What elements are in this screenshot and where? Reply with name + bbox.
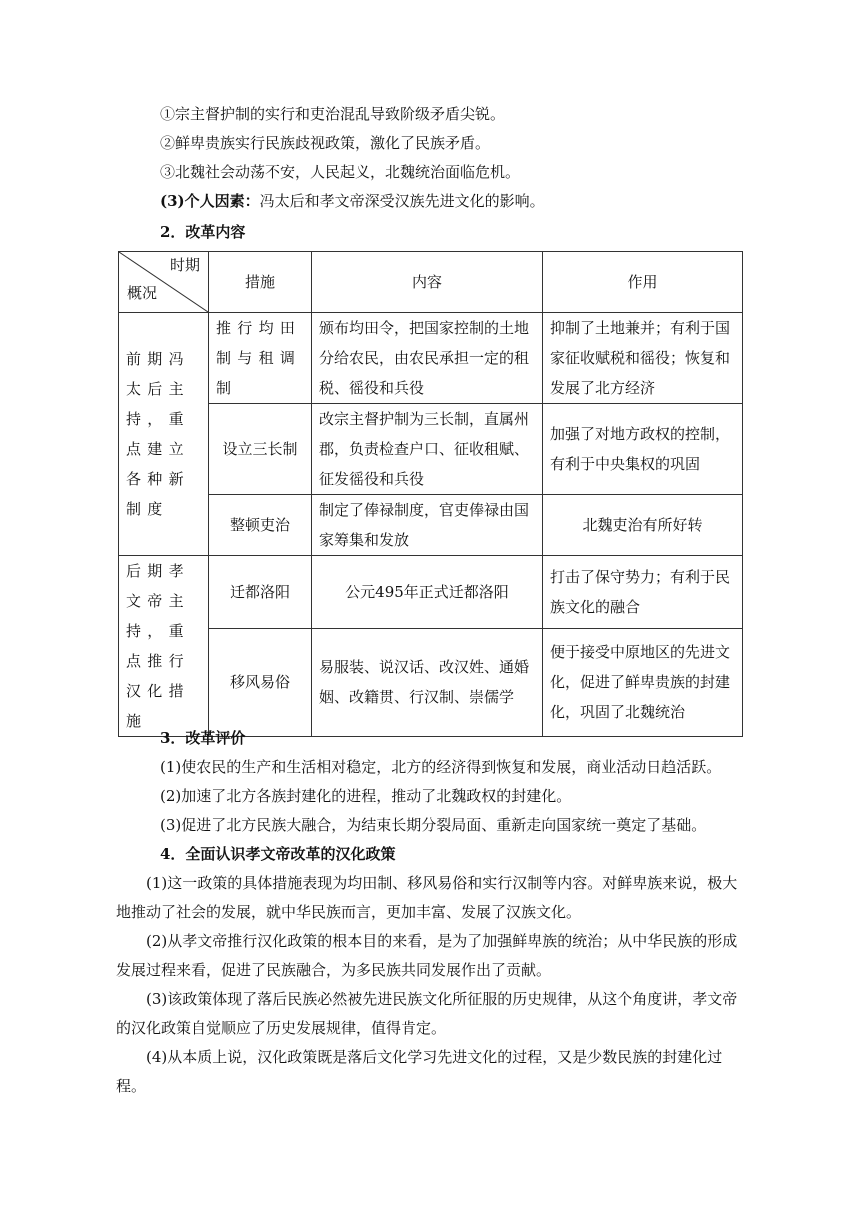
- effect-cell: 便于接受中原地区的先进文化，促进了鲜卑贵族的封建化，巩固了北魏统治: [543, 628, 743, 736]
- content-cell: 制定了俸禄制度，官吏俸禄由国家筹集和发放: [312, 495, 543, 556]
- table-row: [119, 313, 743, 404]
- table-row: [119, 495, 743, 556]
- header-effect: 作用: [543, 252, 743, 313]
- effect-cell: 北魏吏治有所好转: [543, 495, 743, 556]
- personal-factor: [160, 191, 545, 211]
- evaluation-1: (1)使农民的生产和生活相对稳定，北方的经济得到恢复和发展，商业活动日趋活跃。: [160, 758, 722, 776]
- table-row: [119, 556, 743, 629]
- measure-cell: 推行均田制与租调制: [209, 313, 312, 404]
- intro-item-1: ①宗主督护制的实行和吏治混乱导致阶级矛盾尖锐。: [160, 105, 506, 123]
- corner-bottom-label: 概况: [127, 284, 158, 302]
- content-cell: 改宗主督护制为三长制，直属州郡，负责检查户口、征收租赋、征发徭役和兵役: [312, 404, 543, 495]
- personal-factor-label: (3)个人因素：: [160, 192, 260, 210]
- header-measure: 措施: [209, 252, 312, 313]
- intro-item-3: ③北魏社会动荡不安，人民起义，北魏统治面临危机。: [160, 163, 521, 181]
- corner-header-cell: [119, 252, 209, 313]
- table-row: [119, 628, 743, 736]
- measure-cell: 移风易俗: [209, 628, 312, 736]
- content-cell: 公元495年正式迁都洛阳: [312, 556, 543, 629]
- analysis-paragraph-4: (4)从本质上说，汉化政策既是落后文化学习先进文化的过程，又是少数民族的封建化过程。: [116, 1048, 723, 1095]
- analysis-paragraph-3: (3)该政策体现了落后民族必然被先进民族文化所征服的历史规律，从这个角度讲，孝文帝的汉化政策自觉顺应了历史发展规律，值得肯定。: [116, 990, 738, 1037]
- measure-cell: 整顿吏治: [209, 495, 312, 556]
- content-cell: 颁布均田令，把国家控制的土地分给农民，由农民承担一定的租税、徭役和兵役: [312, 313, 543, 404]
- period-cell-late: 后期孝文帝主持，重点推行汉化措施: [119, 556, 209, 737]
- measure-cell: 设立三长制: [209, 404, 312, 495]
- effect-cell: 打击了保守势力；有利于民族文化的融合: [543, 556, 743, 629]
- section4-title: 4．全面认识孝文帝改革的汉化政策: [160, 845, 396, 863]
- measure-cell: 迁都洛阳: [209, 556, 312, 629]
- analysis-paragraph-2: (2)从孝文帝推行汉化政策的根本目的来看，是为了加强鲜卑族的统治；从中华民族的形成发展过程来看，促进了民族融合，为多民族共同发展作出了贡献。: [116, 932, 738, 979]
- section3-title: 3．改革评价: [160, 729, 246, 747]
- effect-cell: 加强了对地方政权的控制，有利于中央集权的巩固: [543, 404, 743, 495]
- reform-content-table: [118, 251, 743, 737]
- table-row: [119, 404, 743, 495]
- evaluation-2: (2)加速了北方各族封建化的进程，推动了北魏政权的封建化。: [160, 787, 572, 805]
- analysis-paragraph-1: (1)这一政策的具体措施表现为均田制、移风易俗和实行汉制等内容。对鲜卑族来说，极大地推动了社会的发展，就中华民族而言，更加丰富、发展了汉族文化。: [116, 874, 738, 921]
- effect-cell: 抑制了土地兼并；有利于国家征收赋税和徭役；恢复和发展了北方经济: [543, 313, 743, 404]
- header-content: 内容: [312, 252, 543, 313]
- section2-title: 2．改革内容: [160, 223, 246, 241]
- corner-top-label: 时期: [169, 256, 200, 274]
- content-cell: 易服装、说汉话、改汉姓、通婚姻、改籍贯、行汉制、崇儒学: [312, 628, 543, 736]
- evaluation-3: (3)促进了北方民族大融合，为结束长期分裂局面、重新走向国家统一奠定了基础。: [160, 816, 707, 834]
- intro-item-2: ②鲜卑贵族实行民族歧视政策，激化了民族矛盾。: [160, 134, 491, 152]
- period-cell-early: 前期冯太后主持，重点建立各种新制度: [119, 313, 209, 556]
- personal-factor-text: 冯太后和孝文帝深受汉族先进文化的影响。: [259, 192, 545, 210]
- table-header-row: [119, 252, 743, 313]
